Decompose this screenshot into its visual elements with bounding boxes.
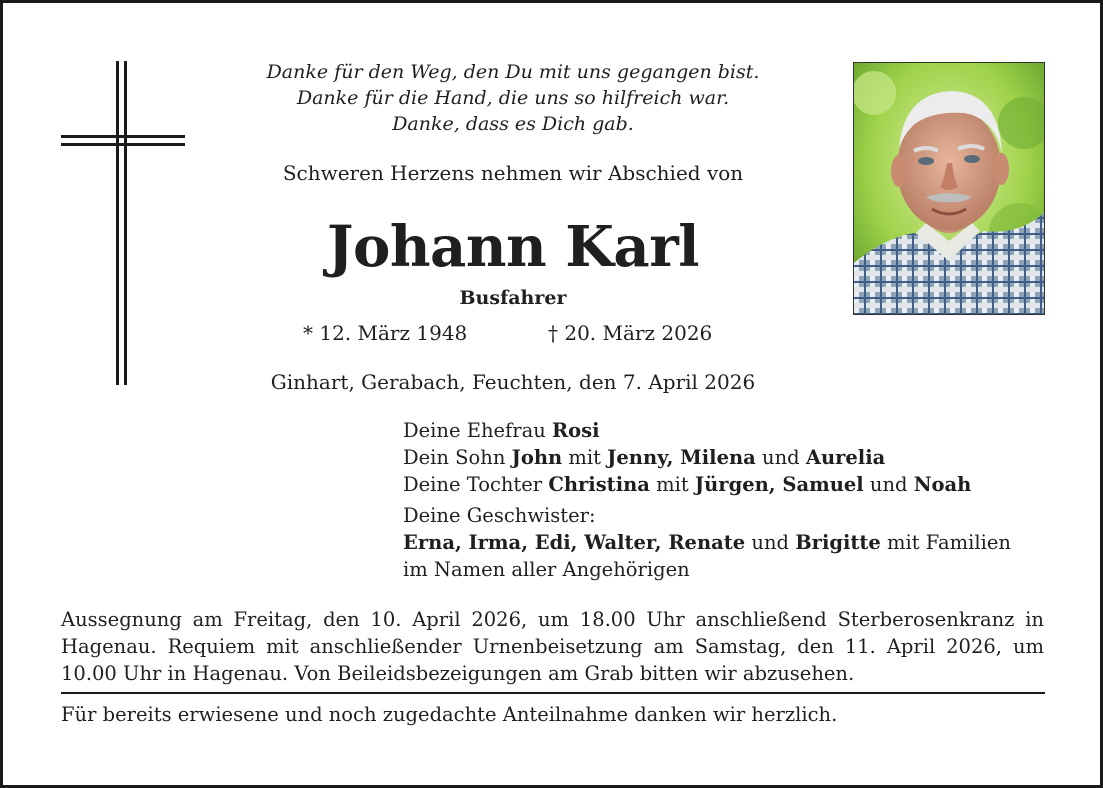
death-date: † 20. März 2026 <box>548 321 713 345</box>
family-closing: im Namen aller Angehörigen <box>403 558 690 581</box>
family-son: Dein Sohn John mit Jenny, Milena und Aurelia <box>403 446 886 469</box>
deceased-occupation: Busfahrer <box>459 287 567 309</box>
family-siblings-label: Deine Geschwister: <box>403 504 596 527</box>
portrait-photo <box>853 62 1045 315</box>
divider-line <box>61 692 1045 694</box>
service-notice: Aussegnung am Freitag, den 10. April 2026, um 18.00 Uhr anschließend Sterberosenkranz in Hagenau. Requiem mit anschließender Urnenbeisetzung am Samstag, den 11. April 2026, um 10.00 Uhr in Hagenau. Von Beileidsbezeigungen am Grab bitten wir abzusehen. <box>61 608 1044 685</box>
birth-date: * 12. März 1948 <box>303 321 468 345</box>
farewell-lead: Schweren Herzens nehmen wir Abschied von <box>282 161 744 185</box>
poem <box>213 59 813 137</box>
deceased-name: Johann Karl <box>326 214 699 280</box>
thanks-note: Für bereits erwiesene und noch zugedachte Anteilnahme danken wir herzlich. <box>61 703 838 726</box>
place-and-date: Ginhart, Gerabach, Feuchten, den 7. April 2026 <box>270 370 756 394</box>
poem-line-1: Danke für den Weg, den Du mit uns gegangen bist. <box>266 61 760 83</box>
family-daughter: Deine Tochter Christina mit Jürgen, Samuel und Noah <box>403 473 972 496</box>
family-list <box>403 417 1011 583</box>
poem-line-3: Danke, dass es Dich gab. <box>392 113 634 135</box>
cross-symbol <box>61 61 185 385</box>
family-wife: Deine Ehefrau Rosi <box>403 419 600 442</box>
poem-line-2: Danke für die Hand, die uns so hilfreich war. <box>296 87 730 109</box>
family-siblings: Erna, Irma, Edi, Walter, Renate und Brigitte mit Familien <box>403 531 1011 554</box>
